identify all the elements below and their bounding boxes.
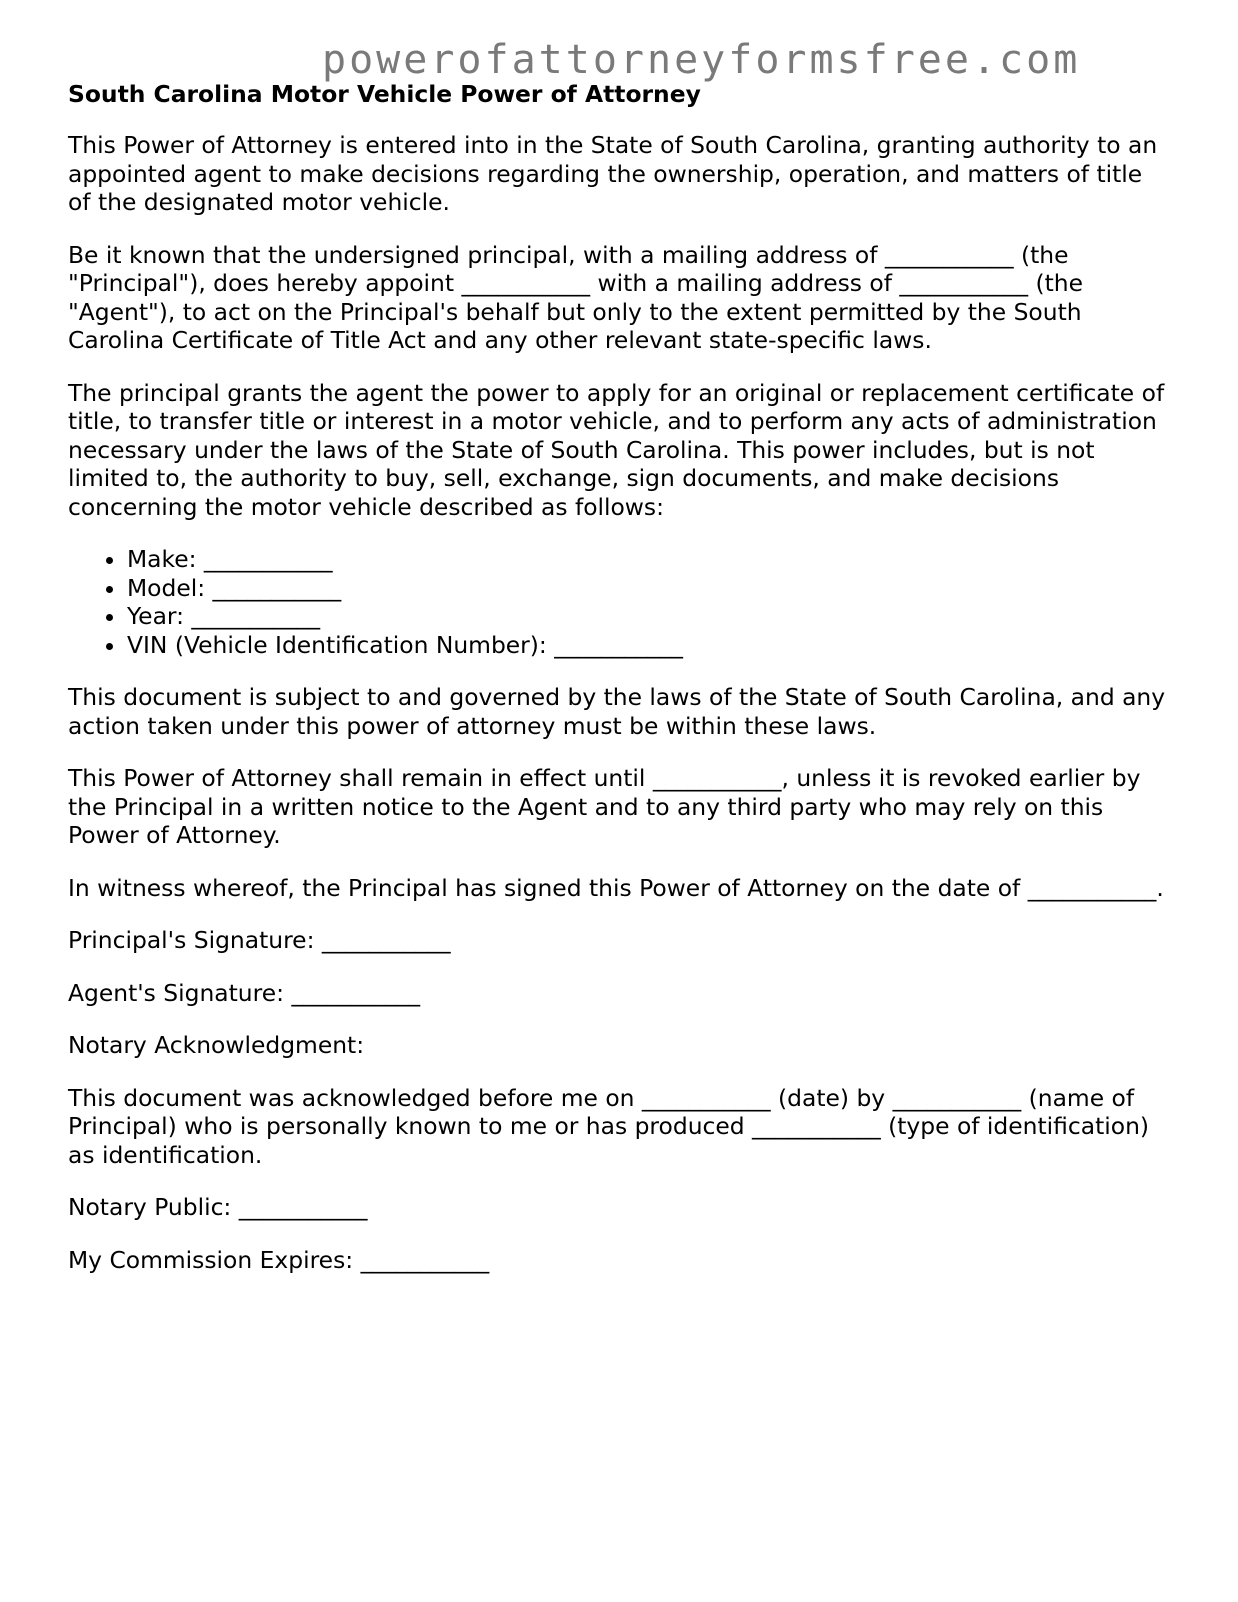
vehicle-field-make: • Make: ___________ (127, 545, 1168, 574)
watermark: powerofattorneyformsfree.com (322, 37, 1081, 83)
witness-paragraph: In witness whereof, the Principal has signed this Power of Attorney on the date of ___________. (68, 873, 1164, 902)
grant-paragraph: The principal grants the agent the power to apply for an original or replacement certificate of title, to transfer title or interest in a motor vehicle, and to perform any acts of administration necessary under the laws of the State of South Carolina. This power includes, but is not limited to, the authority to buy, sell, exchange, sign documents, and make decisions concerning the motor vehicle described as follows: (68, 378, 1165, 521)
notary-paragraph: This document was acknowledged before me on ___________ (date) by ___________ (name of Principal) who is personally known to me or has produced ___________ (type of identification) as identification. (68, 1083, 1150, 1169)
governing-law-paragraph: This document is subject to and governed by the laws of the State of South Carolina, and any action taken under this power of attorney must be within these laws. (68, 683, 1166, 740)
document-body (68, 80, 1168, 1298)
intro-paragraph: This Power of Attorney is entered into in the State of South Carolina, granting authority to an appointed agent to make decisions regarding the ownership, operation, and matters of title of the designated motor vehicle. (68, 131, 1158, 216)
vehicle-fields-list (68, 545, 1168, 659)
vehicle-field-model: • Model: ___________ (127, 574, 1168, 603)
vehicle-field-vin: • VIN (Vehicle Identification Number): ___________ (127, 631, 1168, 660)
vehicle-field-year: • Year: ___________ (127, 602, 1168, 631)
duration-paragraph: This Power of Attorney shall remain in effect until ___________, unless it is revoked earlier by the Principal in a written notice to the Agent and to any third party who may rely on this Power of Attorney. (68, 764, 1141, 849)
appointment-paragraph: Be it known that the undersigned principal, with a mailing address of ___________ (the "Principal"), does hereby appoint ___________ with a mailing address of ___________ (the "Agent"), to act on the Principal's behalf but only to the extent permitted by the South Carolina Certificate of Title Act and any other relevant state-specific laws. (68, 240, 1084, 354)
notary-heading: Notary Acknowledgment: (68, 1031, 365, 1059)
agent-signature-line: Agent's Signature: ___________ (68, 978, 421, 1007)
notary-public-line: Notary Public: ___________ (68, 1193, 368, 1221)
commission-expires-line: My Commission Expires: ___________ (68, 1245, 490, 1274)
document-title: South Carolina Motor Vehicle Power of Attorney (68, 80, 701, 108)
principal-signature-line: Principal's Signature: ___________ (68, 926, 451, 954)
